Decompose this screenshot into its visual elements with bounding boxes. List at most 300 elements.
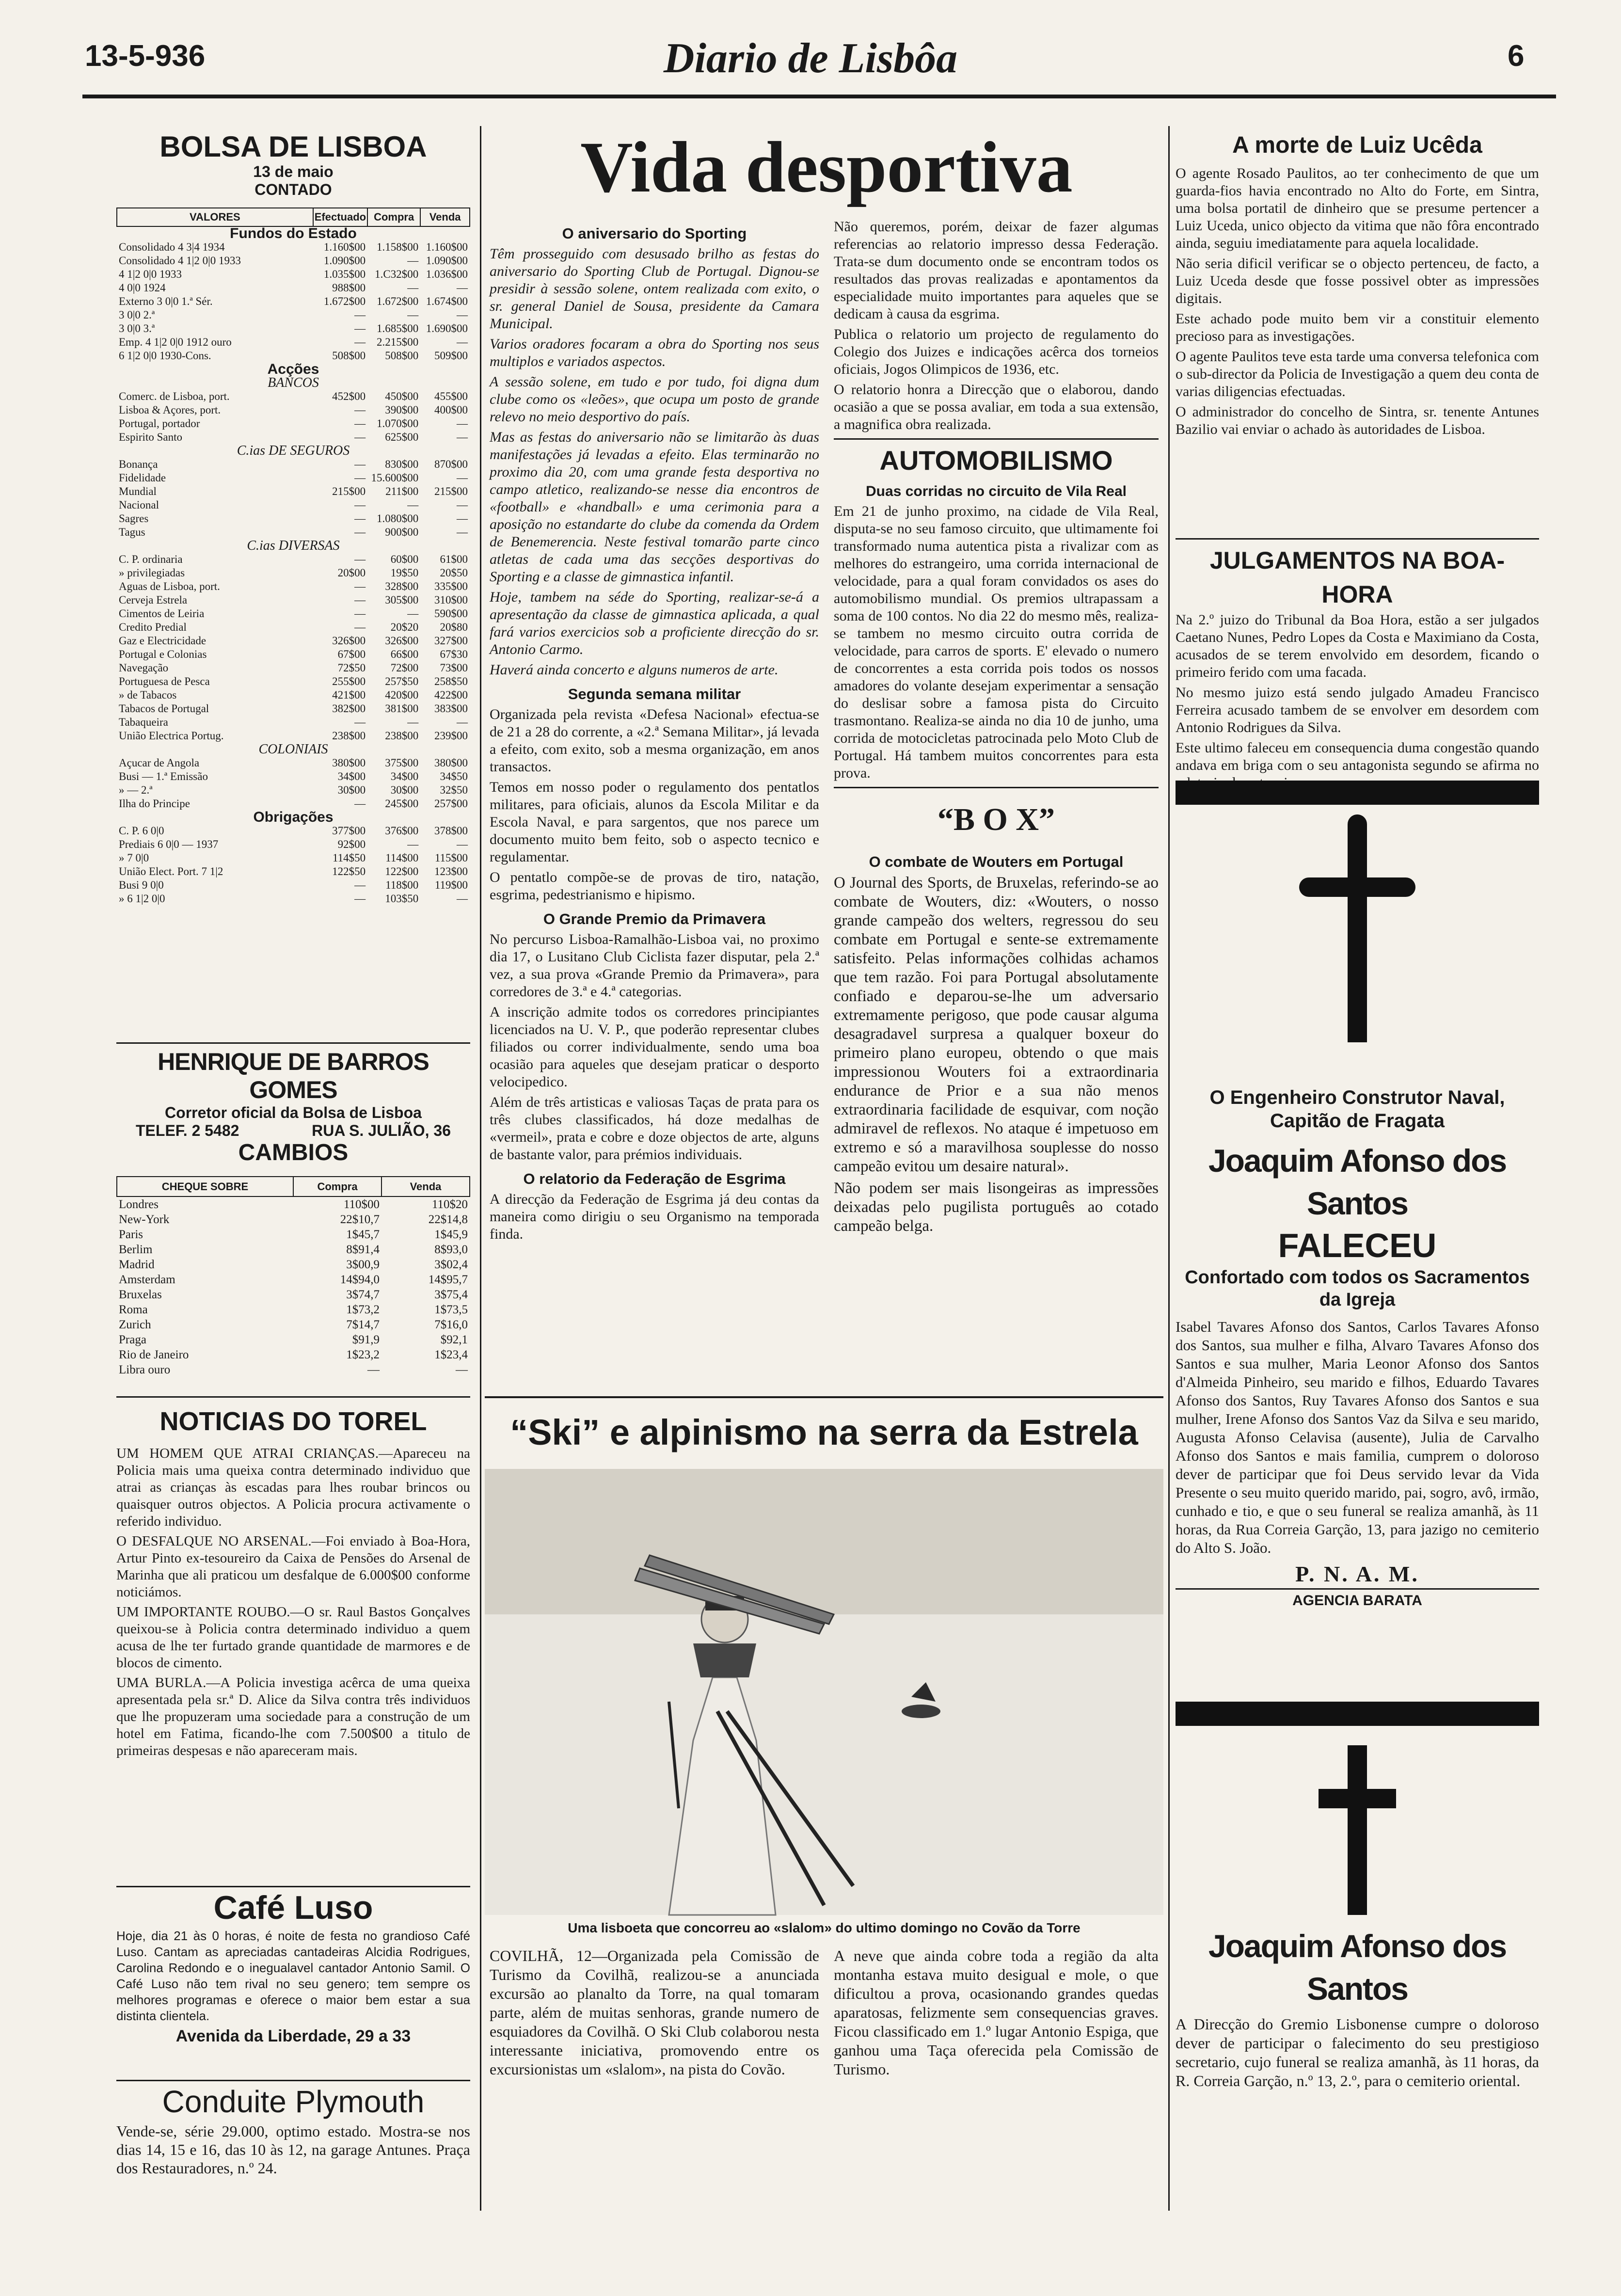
bolsa-cell: — [457,309,468,321]
bolsa-cell: 422$00 [434,689,468,701]
bolsa-cell: 30$00 [337,784,366,796]
bolsa-header: Venda [420,208,470,226]
obit1-text: Isabel Tavares Afonso dos Santos, Carlos Tavares Afonso dos Santos, sua mulher e filha, Alvaro Tavares Afonso dos Santos e sua mulher, Maria Leonor Afonso dos Santos d'Almeida Pinheiro, seu marido e filhos, Eduardo Tavares Afonso dos Santos, Ruy Tavares Afonso dos Santos e sua mulher, Irene Afonso dos Santos Vaz da Silva e seu marido, Augusta Afonso Celavisa (ausente), Julia de Carvalho Afonso dos Santos e mais familia, cumprem o doloroso dever de participar que foi Deus servido levar da Vida Presente o seu muito querido marido, pai, sogro, avô, irmão, cunhado e tio, e que o seu funeral se realiza amanhã, às 11 horas, da Rua Correia Garção, 13, para jazigo no cemiterio do Alto S. João. [1176,1318,1539,1556]
broker-phone: TELEF. 2 5482 [136,1122,239,1139]
bolsa-cell: 455$00 [434,390,468,402]
bolsa-section [116,131,470,1028]
premio-paragraph: No percurso Lisboa-Ramalhão-Lisboa vai, no proximo dia 17, o Lusitano Club Ciclista fazer disputar, pela 2.ª vez, a sua prova «Grande Premio da Primavera», para corredores de 3.ª e 4.ª categorias. [490,931,819,1000]
bolsa-cell: 3 0|0 3.ª [119,322,155,335]
bolsa-cell: Bonança [119,458,158,470]
bolsa-cell: — [354,797,366,810]
auto-title: AUTOMOBILISMO [879,445,1113,476]
table-row [117,1196,470,1212]
table-row [117,1287,470,1302]
issue-date: 13-5-936 [85,39,206,73]
section-rule [485,1396,1163,1398]
cambios-cell: 3$00,9 [346,1258,380,1271]
esgrima-heading: O relatorio da Federação de Esgrima [523,1170,786,1187]
bolsa-cell: — [457,336,468,348]
bolsa-cell: Lisboa & Açores, port. [119,404,221,416]
cambios-cell: — [367,1363,380,1376]
bolsa-cell: 66$00 [390,648,419,660]
bolsa-cell: 380$00 [332,757,366,769]
obit2-text: A Direcção do Gremio Lisbonense cumpre o doloroso dever de participar o falecimento do seu prestigioso secretario, cujo funeral se realiza amanhã, às 11 horas, da R. Correia Garção, n.º 13, 2.º, para o cemiterio oriental. [1176,2015,1539,2089]
bolsa-cell: — [354,458,366,470]
skier-photo-illustration [485,1469,1163,1915]
cafe-title: Café Luso [213,1889,373,1926]
bolsa-cell: 257$50 [385,675,419,687]
plymouth-title: Conduite Plymouth [162,2084,425,2119]
bolsa-cell: 1.690$00 [426,322,468,335]
bolsa-cell: Portugal, portador [119,417,200,430]
bolsa-cell: 34$50 [440,770,468,782]
table-row [117,1302,470,1317]
bolsa-cell: Tabacos de Portugal [119,702,209,715]
newspaper-title: Diario de Lisbôa [663,35,958,82]
uceda-title: A morte de Luiz Ucêda [1232,132,1482,158]
vida-column-1 [490,218,819,1391]
bolsa-cell: 258$50 [434,675,468,687]
bolsa-cell: 72$50 [337,662,366,674]
uceda-paragraph: Este achado pode muito bem vir a constituir elemento precioso para as investigações. [1176,311,1539,344]
bolsa-cell: 377$00 [332,825,366,837]
table-row [117,878,470,892]
bolsa-cell: 34$00 [390,770,419,782]
bolsa-cell: » — 2.ª [119,784,153,796]
ski-caption: Uma lisboeta que concorreu ao «slalom» do ultimo domingo no Covão da Torre [568,1920,1081,1935]
bolsa-cell: 30$00 [390,784,419,796]
cambios-cell: Praga [119,1333,146,1346]
table-row [117,335,470,349]
uceda-paragraph: O agente Rosado Paulitos, ao ter conhecimento de que um guarda-fios havia encontrado no Alto do Forte, em Sintra, uma bolsa portatil de dinheiro que se presume pertencer a Luiz Uceda, unico objecto da vitima que não fôra encontrado ainda, seguiu imediatamente para aquela localidade. [1176,165,1539,251]
bolsa-cell: » privilegiadas [119,567,185,579]
cambios-cell: — [456,1363,468,1376]
cambios-cell: Roma [119,1303,148,1316]
ski-title-block [485,1403,1163,1467]
bolsa-cell: 239$00 [434,730,468,742]
bolsa-cell: — [354,431,366,443]
bolsa-cell: — [407,309,419,321]
esgrima-paragraph: Não queremos, porém, deixar de fazer algumas referencias ao relatorio impresso dessa Federação. Trata-se dum documento onde se encontram todos os resultados das provas realizadas e apontamentos da especialidade muito importantes para aqueles que se dedicam à causa da esgrima. [834,219,1159,322]
bolsa-cell: Consolidado 4 3|4 1934 [119,241,225,253]
table-row [117,580,470,593]
table-row [117,797,470,811]
bolsa-cell: 114$00 [385,852,419,864]
cambios-cell: 110$00 [343,1198,380,1211]
sporting-heading: O aniversario do Sporting [562,225,747,242]
obituary-2 [1176,1925,1539,2177]
table-row [117,1362,470,1377]
bolsa-cell: Sagres [119,512,149,525]
bolsa-cell: Tabaqueira [119,716,168,728]
bolsa-cell: 830$00 [385,458,419,470]
cafe-address: Avenida da Liberdade, 29 a 33 [175,2027,411,2045]
table-row [117,661,470,675]
bolsa-header: Compra [367,208,420,226]
box-paragraph: O Journal des Sports, de Bruxelas, referindo-se ao combate de Wouters, diz: «Wouters, o nosso grande campeão dos welters, regressou do seu combate em Portugal e sente-se extremamente satisfeito. Pelas informações colhidas achamos que tem razão. Foi para Portugal absolutamente confiado e deparou-se-lhe um adversario extremamente perigoso, que pode causar alguma desagradavel surpresa a qualquer boxeur do primeiro plano europeu, obtendo o que mais impressionou Wouters foi a extraordinaria endurance de Prior e a sua não menos extraordinaria facilidade de esquivar, com noção admiravel de reflexos. No ataque é impetuoso em extremo e só a maravilhosa souplesse do nosso campeão evitou um desaire natural». [834,874,1159,1175]
bolsa-group-sub: COLONIAIS [258,742,328,757]
bolsa-cell: 1.090$00 [323,255,366,267]
cambios-cell: 110$20 [431,1198,468,1211]
cambios-section [116,1139,470,1391]
bolsa-cell: 103$50 [385,893,419,905]
obit1-faleceu: FALECEU [1278,1227,1437,1264]
auto-heading: Duas corridas no circuito de Vila Real [866,483,1127,499]
bolsa-cell: 508$00 [385,350,419,362]
bolsa-cell: Externo 3 0|0 1.ª Sér. [119,295,213,307]
bolsa-cell: 1.035$00 [323,268,366,280]
bolsa-cell: Fidelidade [119,472,166,484]
table-row [117,430,470,444]
bolsa-cell: 215$00 [434,485,468,497]
table-row [117,675,470,688]
julgamentos-paragraph: Na 2.º juizo do Tribunal da Boa Hora, estão a ser julgados Caetano Nunes, Pedro Lopes da Costa e Maximiano da Costa, acusados de se terem envolvido em desordem, ficando o primeiro ferido com uma facada. [1176,612,1539,680]
bolsa-cell: — [457,893,468,905]
bolsa-cell: Comerc. de Lisboa, port. [119,390,230,402]
ski-column-2 [834,1946,1159,2189]
cambios-cell: 14$94,0 [340,1273,380,1286]
bolsa-cell: — [354,879,366,891]
bolsa-cell: Açucar de Angola [119,757,200,769]
bolsa-cell: 1.160$00 [323,241,366,253]
bolsa-cell: 335$00 [434,580,468,592]
cambios-header: Compra [293,1177,381,1196]
bolsa-cell: — [457,431,468,443]
bolsa-cell: 1.C32$00 [375,268,419,280]
torel-paragraph: UM IMPORTANTE ROUBO.—O sr. Raul Bastos Gonçalves queixou-se à Policia contra determinado individuo a quem acusa de lhe ter furtado grande quantidade de marmores e de blocos de cimento. [116,1604,470,1671]
bolsa-cell: 215$00 [332,485,366,497]
bolsa-cell: 123$00 [434,865,468,877]
ski-column-1 [490,1946,819,2189]
bolsa-cell: — [407,255,419,267]
bolsa-cell: União Elect. Port. 7 1|2 [119,865,223,877]
obituary-black-bar [1176,781,1539,805]
bolsa-cell: 383$00 [434,702,468,715]
torel-title: NOTICIAS DO TOREL [159,1407,427,1436]
ski-title: “Ski” e alpinismo na serra da Estrela [510,1412,1138,1452]
masthead [0,29,1621,92]
bolsa-group-title: Fundos do Estado [230,225,357,241]
cambios-cell: 22$14,8 [428,1213,468,1226]
bolsa-group-title: Obrigações [253,809,334,825]
sporting-paragraph: Mas as festas do aniversario não se limitarão às duas manifestações já levadas a efeito. Elas terminarão no proximo dia 20, com uma grande festa desportiva no campo atletico, realizando-se nesse dia encontros de «football» e «handball» e uma cerimonia para a aposição no estandarte do clube da comenda da Ordem de Benemerencia. Neste festival tomarão parte cinco atletas de cada uma das secções desportivas do Sporting e a classe de gimnastica infantil. [490,429,819,585]
table-row [117,756,470,770]
bolsa-cell: 15.600$00 [371,472,419,484]
bolsa-cell: 238$00 [385,730,419,742]
bolsa-cell: Portugal e Colonias [119,648,207,660]
bolsa-cell: Emp. 4 1|2 0|0 1912 ouro [119,336,232,348]
bolsa-cell: 327$00 [434,635,468,647]
table-row [117,254,470,268]
cambios-cell: 3$02,4 [434,1258,468,1271]
militar-paragraph: Organizada pela revista «Defesa Nacional» efectua-se de 21 a 28 do corrente, a «2.ª Semana Militar», já levada a efeito, com exito, sob a mesma organização, em anos transactos. [490,706,819,775]
table-row [117,1317,470,1332]
bolsa-cell: 3 0|0 2.ª [119,309,155,321]
bolsa-cell: 378$00 [434,825,468,837]
cambios-cell: 1$23,2 [346,1348,380,1361]
table-row [117,553,470,566]
ski-caption-block [485,1917,1163,1942]
bolsa-cell: 60$00 [390,553,419,565]
table-row [117,892,470,906]
bolsa-cell: Navegação [119,662,169,674]
obit1-line1: O Engenheiro Construtor Naval, [1209,1087,1505,1108]
bolsa-cell: 20$80 [440,621,468,633]
bolsa-cell: Credito Predial [119,621,187,633]
cross-icon [1319,1745,1396,1917]
cambios-cell: 1$73,5 [434,1303,468,1316]
bolsa-cell: 92$00 [337,838,366,850]
bolsa-cell: — [457,282,468,294]
bolsa-cell: Cimentos de Leiria [119,607,205,620]
bolsa-cell: — [354,512,366,525]
cambios-cell: Bruxelas [119,1288,162,1301]
bolsa-cell: 400$00 [434,404,468,416]
bolsa-cell: — [457,472,468,484]
bolsa-cell: Busi 9 0|0 [119,879,164,891]
table-row [117,783,470,797]
section-rule [834,438,1159,440]
cross-icon [1309,824,1406,1045]
uceda-paragraph: O agente Paulitos teve esta tarde uma conversa telefonica com o sub-director da Policia de Investigação a quem deu conta de varias diligencias efectuadas. [1176,349,1539,399]
bolsa-cell: 376$00 [385,825,419,837]
obit1-name: Joaquim Afonso dos Santos [1208,1143,1507,1221]
table-row [117,824,470,838]
bolsa-cell: — [407,282,419,294]
bolsa-cell: 509$00 [434,350,468,362]
bolsa-cell: 382$00 [332,702,366,715]
bolsa-cell: 1.070$00 [376,417,419,430]
cambios-table [116,1176,470,1377]
auto-paragraph: Em 21 de junho proximo, na cidade de Vila Real, disputa-se no seu famoso circuito, que ultimamente foi transformado numa autentica pista a rivalizar com as melhores do estrangeiro, uma corrida internacional de velocidade, para a qual foram convidados os ases do automobilismo mundial. Os premios ultrapassam a soma de 100 contos. No dia 22 do mesmo mês, realiza-se tambem no mesmo circuito outra corrida de velocidade, para carros de sports. E' elevado o numero de concorrentes a esta corrida pois todos os nossos amadores do volante desejam experimentar a sensação do deslisar sobre a famosa pista do Circuito trasmontano. Realiza-se ainda no dia 10 de junho, uma corrida de motocicletas patrocinada pelo Moto Club de Portugal. Há tambem muitos concorrentes para esta prova. [834,503,1159,781]
bolsa-table [116,207,470,906]
bolsa-cell: Busi — 1.ª Emissão [119,770,208,782]
ski-text-1: COVILHÃ, 12—Organizada pela Comissão de Turismo da Covilhã, realizou-se a anunciada excursão ao planalto da Torre, na qual tomaram parte, além de muitas senhoras, grande numero de esquiadores da Covilhã. O Ski Club colaborou nesta interessante iniciativa, promovendo entre os excursionistas um «slalom», na pista do Covão. [490,1947,819,2078]
bolsa-cell: 326$00 [332,635,366,647]
bolsa-cell: 245$00 [385,797,419,810]
bolsa-cell: 590$00 [434,607,468,620]
bolsa-cell: 625$00 [385,431,419,443]
sporting-paragraph: Haverá ainda concerto e alguns numeros de arte. [490,662,779,678]
bolsa-group-sub: C.ias DE SEGUROS [237,443,350,458]
bolsa-cell: 20$00 [337,567,366,579]
table-row [117,634,470,648]
bolsa-cell: 1.090$00 [426,255,468,267]
bolsa-cell: Gaz e Electricidade [119,635,207,647]
bolsa-group-sub: BANCOS [268,375,319,390]
cambios-cell: 1$23,4 [434,1348,468,1361]
bolsa-cell: 421$00 [332,689,366,701]
table-row [117,621,470,634]
bolsa-cell: 988$00 [332,282,366,294]
bolsa-cell: 257$00 [434,797,468,810]
bolsa-cell: — [407,838,419,850]
cambios-cell: 7$14,7 [346,1318,380,1331]
table-row [117,688,470,702]
cambios-cell: 7$16,0 [434,1318,468,1331]
julgamentos-section [1176,538,1539,782]
bolsa-cell: C. P. ordinaria [119,553,183,565]
cambios-cell: 14$95,7 [428,1273,468,1286]
bolsa-cell: 1.080$00 [376,512,419,525]
torel-section [116,1396,470,1882]
obit2-name: Joaquim Afonso dos Santos [1208,1928,1507,2007]
masthead-rule [82,95,1556,98]
table-row [117,417,470,430]
bolsa-cell: Ilha do Principe [119,797,190,810]
bolsa-cell: — [354,893,366,905]
cambios-cell: Amsterdam [119,1273,175,1286]
bolsa-cell: 326$00 [385,635,419,647]
uceda-section [1176,131,1539,558]
esgrima-paragraph: O relatorio honra a Direcção que o elaborou, dando ocasião a que se possa avaliar, em toda a sua extensão, a magnifica obra realizada. [834,382,1159,432]
table-row [117,295,470,308]
bolsa-cell: 1.160$00 [426,241,468,253]
obit1-line2: Capitão de Fragata [1270,1110,1445,1132]
cambios-cell: Londres [119,1198,159,1211]
bolsa-cell: 67$00 [337,648,366,660]
militar-paragraph: O pentatlo compõe-se de provas de tiro, natação, esgrima, pedestrianismo e hipismo. [490,869,819,903]
cambios-cell: Berlim [119,1243,153,1256]
bolsa-cell: Consolidado 4 1|2 0|0 1933 [119,255,241,267]
plymouth-ad [116,2080,470,2193]
bolsa-cell: 67$30 [440,648,468,660]
bolsa-cell: 211$00 [385,485,419,497]
broker-ad [116,1042,470,1141]
bolsa-cell: 118$00 [385,879,419,891]
cambios-cell: 8$91,4 [346,1243,380,1256]
torel-paragraph: UM HOMEM QUE ATRAI CRIANÇAS.—Apareceu na Policia mais uma queixa contra determinado individuo que atrai as crianças às escadas para lhes roubar brincos ou quaisquer outros objectos. A Policia procura activamente o referido individuo. [116,1446,470,1529]
julgamentos-title: JULGAMENTOS NA BOA-HORA [1209,547,1505,608]
bolsa-cell: — [407,607,419,620]
section-rule [834,787,1159,788]
cambios-cell: $92,1 [440,1333,468,1346]
table-row [117,308,470,322]
cambios-cell: Libra ouro [119,1363,171,1376]
bolsa-cell: 2.215$00 [376,336,419,348]
bolsa-cell: Cerveja Estrela [119,594,188,606]
table-row [117,1272,470,1287]
bolsa-cell: 73$00 [440,662,468,674]
table-row [117,702,470,716]
bolsa-cell: Aguas de Lisboa, port. [119,580,220,592]
bolsa-cell: 1.685$00 [376,322,419,335]
table-row [117,1347,470,1362]
bolsa-cell: 305$00 [385,594,419,606]
obit1-agencia: AGENCIA BARATA [1176,1588,1539,1612]
bolsa-cell: — [354,594,366,606]
bolsa-cell: Espirito Santo [119,431,182,443]
cambios-title: CAMBIOS [238,1140,349,1165]
bolsa-cell: — [354,417,366,430]
table-row [117,526,470,539]
bolsa-cell: — [354,322,366,335]
bolsa-contado: CONTADO [254,181,332,198]
table-row [117,865,470,878]
cambios-cell: 1$45,7 [346,1228,380,1241]
bolsa-cell: 900$00 [385,526,419,538]
table-row [117,281,470,295]
table-row [117,593,470,607]
julgamentos-paragraph: No mesmo juizo está sendo julgado Amadeu Francisco Ferreira acusado tambem de se envolver em desordem com Antonio Rodrigues da Silva. [1176,685,1539,735]
bolsa-cell: — [457,526,468,538]
table-row [117,498,470,512]
cambios-cell: Paris [119,1228,143,1241]
bolsa-cell: 420$00 [385,689,419,701]
ski-photo [485,1469,1163,1915]
sporting-paragraph: Varios oradores focaram a obra do Sporting nos seus multiplos e variados aspectos. [490,336,819,369]
ski-text-2: A neve que ainda cobre toda a região da alta montanha estava muito desigual e mole, o que dificultou a prova, ocasionando grandes quedas aparatosas, felizmente sem consequencias graves. Ficou classificado em 1.º lugar Antonio Espiga, que ganhou uma Taça oferecida pela Comissão de Turismo. [834,1947,1159,2078]
cambios-cell: 1$73,2 [346,1303,380,1316]
bolsa-cell: 1.672$00 [323,295,366,307]
cambios-cell: 3$74,7 [346,1288,380,1301]
column-divider [1168,126,1170,2211]
sporting-paragraph: A sessão solene, em tudo e por tudo, foi digna dum clube como os «leões», que ocupa um posto de grande relevo no meio desportivo do país. [490,374,819,425]
bolsa-cell: 115$00 [434,852,468,864]
bolsa-cell: — [354,553,366,565]
broker-role: Corretor oficial da Bolsa de Lisboa [165,1104,422,1121]
bolsa-cell: — [354,580,366,592]
bolsa-cell: » 7 0|0 [119,852,149,864]
esgrima-paragraph: A direcção da Federação de Esgrima já deu contas da maneira como dirigiu o seu Organismo na temporada finda. [490,1191,819,1242]
table-row [117,485,470,498]
cambios-cell: 1$45,9 [434,1228,468,1241]
box-title: “B O X” [937,802,1055,837]
bolsa-cell: 1.158$00 [376,241,419,253]
bolsa-cell: — [354,472,366,484]
table-row [117,566,470,580]
cambios-cell: 3$75,4 [434,1288,468,1301]
table-row [117,349,470,363]
bolsa-cell: — [354,309,366,321]
bolsa-cell: 870$00 [434,458,468,470]
bolsa-cell: 380$00 [434,757,468,769]
bolsa-cell: — [354,336,366,348]
obit1-pnam: P. N. A. M. [1295,1562,1419,1586]
vida-column-2 [834,218,1159,1391]
bolsa-cell: Tagus [119,526,145,538]
table-row [117,729,470,743]
bolsa-cell: — [354,716,366,728]
bolsa-cell: — [457,716,468,728]
bolsa-cell: » 6 1|2 0|0 [119,893,165,905]
table-row [117,838,470,851]
obit1-conf: Confortado com todos os Sacramentos da Igreja [1185,1267,1530,1310]
cambios-header: CHEQUE SOBRE [117,1177,293,1196]
bolsa-cell: 19$50 [390,567,419,579]
uceda-paragraph: Não seria dificil verificar se o objecto pertenceu, de facto, a Luiz Uceda desde que fosse possivel obter as impressões digitais. [1176,255,1539,306]
militar-heading: Segunda semana militar [568,686,741,702]
cambios-cell: Zurich [119,1318,151,1331]
sporting-paragraph: Têm prosseguido com desusado brilho as festas do aniversario do Sporting Club de Portugal. Dignou-se presidir à sessão solene, ontem realizada com exito, o sr. general Daniel de Sousa, presidente da Camara Municipal. [490,246,819,332]
cafe-text: Hoje, dia 21 às 0 horas, é noite de festa no grandioso Café Luso. Cantam as apreciadas cantadeiras Alcidia Rodrigues, Carolina Redondo e o inegualavel cantador Antonio Samil. O Café Luso não tem rival no seu genero; tem sempre os melhores programas e oferece o maior bem estar a sua distinta clientela. [116,1929,470,2023]
table-row [117,1227,470,1242]
bolsa-cell: 119$00 [434,879,468,891]
column-divider [480,126,481,2211]
bolsa-cell: 4 1|2 0|0 1933 [119,268,182,280]
table-row [117,648,470,661]
table-row [117,471,470,485]
cambios-cell: New-York [119,1213,170,1226]
bolsa-cell: União Electrica Portug. [119,730,224,742]
cambios-cell: $91,9 [352,1333,380,1346]
bolsa-group-title: Acções [267,361,319,377]
bolsa-cell: — [354,621,366,633]
cambios-header: Venda [381,1177,470,1196]
vida-title-block [490,126,1163,218]
table-row [117,1242,470,1257]
table-row [117,390,470,403]
